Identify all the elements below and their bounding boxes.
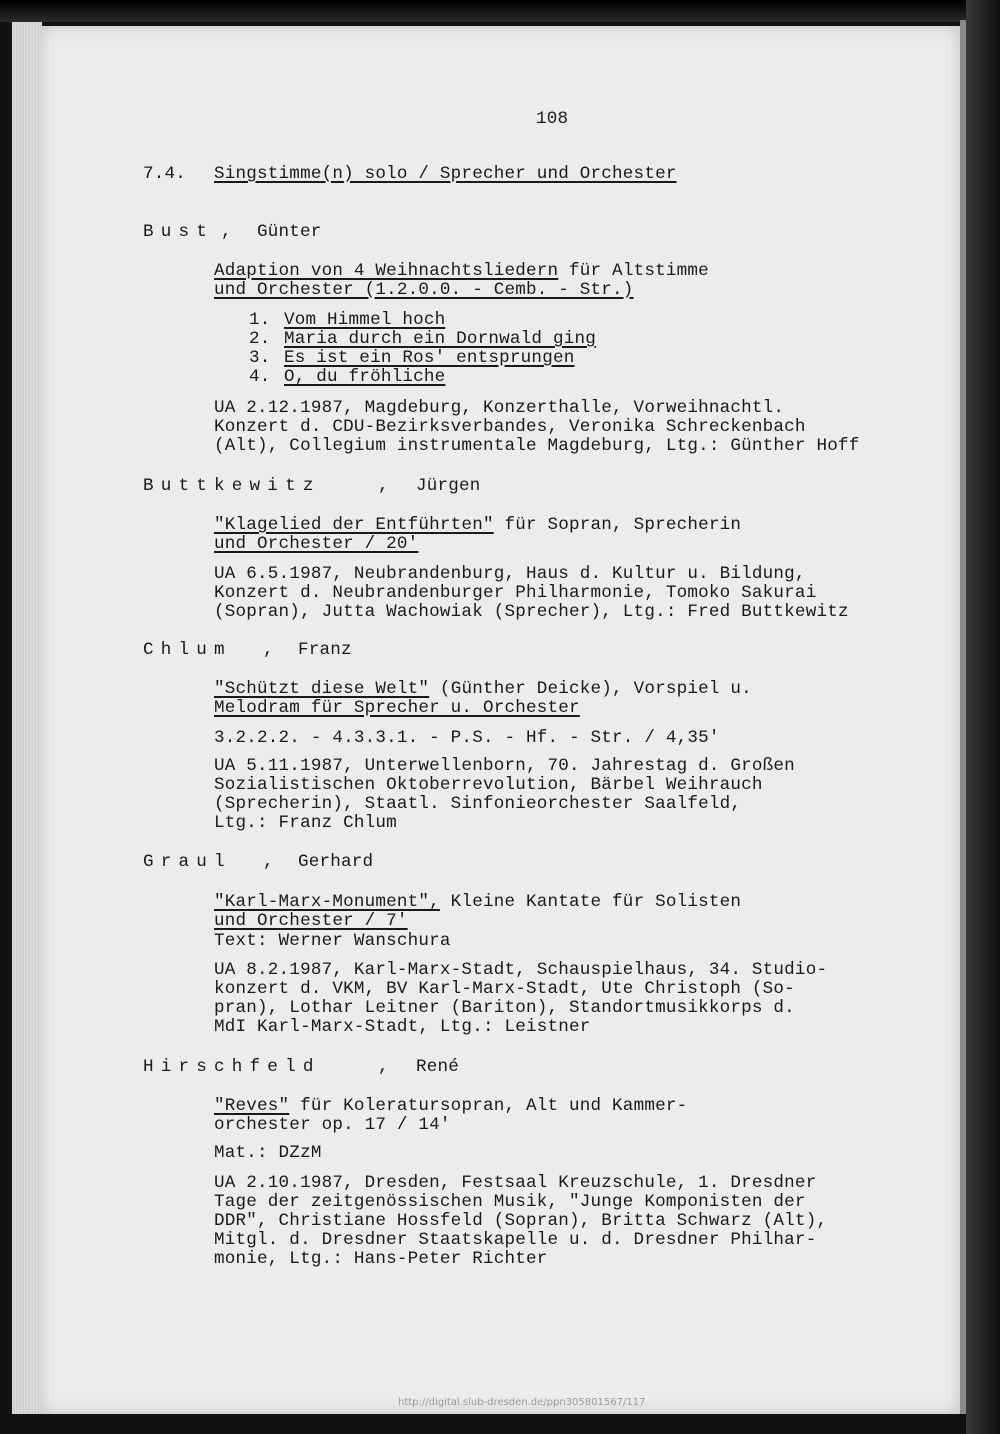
premiere-line: UA 5.11.1987, Unterwellenborn, 70. Jahrestag d. Großen — [214, 756, 795, 776]
premiere-line: (Alt), Collegium instrumentale Magdeburg, Ltg.: Günther Hoff — [214, 436, 860, 456]
movement-number: 2. — [249, 329, 271, 349]
work-line-1 — [214, 516, 741, 535]
scan-top-rim — [0, 0, 1000, 22]
work-instrumentation: Kleine Kantate für Solisten — [439, 892, 742, 912]
composer-given-name: Günter — [257, 222, 322, 242]
work-title: "Karl-Marx-Monument", — [214, 892, 440, 912]
composer-comma: , — [221, 222, 232, 242]
section-number: 7.4. — [143, 164, 187, 184]
composer-surname: Hirschfeld — [143, 1057, 321, 1077]
composer-comma: , — [263, 852, 274, 872]
work-title: "Reves" — [214, 1096, 290, 1116]
premiere-line: UA 2.10.1987, Dresden, Festsaal Kreuzschule, 1. Dresdner — [214, 1173, 817, 1193]
composer-surname: Chlum — [143, 640, 232, 660]
premiere-line: UA 2.12.1987, Magdeburg, Konzerthalle, Vorweihnachtl. — [214, 398, 785, 418]
composer-surname: Buttkewitz — [143, 476, 321, 496]
work-instrumentation: (Günther Deicke), Vorspiel u. — [429, 679, 752, 699]
scoring-line: 3.2.2.2. - 4.3.3.1. - P.S. - Hf. - Str. / 4,35' — [214, 728, 720, 748]
digitization-url: http://digital.slub-dresden.de/ppn305801567/117 — [398, 1397, 646, 1408]
premiere-line: Konzert d. CDU-Bezirksverbandes, Veronika Schreckenbach — [214, 417, 806, 437]
movement-title: Es ist ein Ros' entsprungen — [284, 348, 575, 368]
work-line-1 — [214, 262, 709, 281]
movement-title: O, du fröhliche — [284, 367, 446, 387]
composer-comma: , — [263, 640, 274, 660]
text-author-line: Text: Werner Wanschura — [214, 931, 451, 951]
work-line-2: und Orchester / 20' — [214, 534, 419, 554]
premiere-line: UA 8.2.1987, Karl-Marx-Stadt, Schauspielhaus, 34. Studio- — [214, 960, 828, 980]
composer-given-name: Jürgen — [416, 476, 481, 496]
movement-title: Maria durch ein Dornwald ging — [284, 329, 596, 349]
work-line-2: orchester op. 17 / 14' — [214, 1115, 451, 1135]
composer-given-name: Franz — [298, 640, 352, 660]
premiere-line: Mitgl. d. Dresdner Staatskapelle u. d. Dresdner Philhar- — [214, 1230, 817, 1250]
book-page-edges — [12, 22, 42, 1414]
premiere-line: (Sprecherin), Staatl. Sinfonieorchester Saalfeld, — [214, 794, 742, 814]
premiere-line: Sozialistischen Oktoberrevolution, Bärbel Weihrauch — [214, 775, 763, 795]
premiere-line: DDR", Christiane Hossfeld (Sopran), Britta Schwarz (Alt), — [214, 1211, 828, 1231]
composer-given-name: René — [416, 1057, 460, 1077]
work-instrumentation: für Koleratursopran, Alt und Kammer- — [289, 1096, 688, 1116]
work-line-2: und Orchester (1.2.0.0. - Cemb. - Str.) — [214, 280, 634, 300]
premiere-line: Ltg.: Franz Chlum — [214, 813, 397, 833]
movement-number: 1. — [249, 310, 271, 330]
composer-surname: Bust — [143, 222, 215, 242]
work-title: "Schützt diese Welt" — [214, 679, 430, 699]
page-number: 108 — [536, 109, 569, 129]
work-line-2: Melodram für Sprecher u. Orchester — [214, 698, 580, 718]
premiere-line: (Sopran), Jutta Wachowiak (Sprecher), Ltg.: Fred Buttkewitz — [214, 602, 849, 622]
work-instrumentation: für Sopran, Sprecherin — [493, 515, 742, 535]
work-instrumentation: für Altstimme — [558, 261, 709, 281]
premiere-line: monie, Ltg.: Hans-Peter Richter — [214, 1249, 548, 1269]
work-title: Adaption von 4 Weihnachtsliedern — [214, 261, 559, 281]
composer-surname: Graul — [143, 852, 232, 872]
premiere-line: MdI Karl-Marx-Stadt, Ltg.: Leistner — [214, 1017, 591, 1037]
movement-title: Vom Himmel hoch — [284, 310, 446, 330]
section-title: Singstimme(n) solo / Sprecher und Orchester — [214, 164, 677, 184]
premiere-line: pran), Lothar Leitner (Bariton), Standortmusikkorps d. — [214, 998, 795, 1018]
premiere-line: konzert d. VKM, BV Karl-Marx-Stadt, Ute Christoph (So- — [214, 979, 795, 999]
movement-number: 3. — [249, 348, 271, 368]
material-line: Mat.: DZzM — [214, 1143, 322, 1163]
work-line-1 — [214, 680, 752, 699]
work-title: "Klagelied der Entführten" — [214, 515, 494, 535]
composer-comma: , — [378, 476, 389, 496]
composer-comma: , — [378, 1057, 389, 1077]
composer-given-name: Gerhard — [298, 852, 374, 872]
premiere-line: Konzert d. Neubrandenburger Philharmonie, Tomoko Sakurai — [214, 583, 817, 603]
premiere-line: UA 6.5.1987, Neubrandenburg, Haus d. Kultur u. Bildung, — [214, 564, 806, 584]
work-line-1 — [214, 1097, 687, 1116]
work-line-2: und Orchester / 7' — [214, 911, 408, 931]
work-line-1 — [214, 893, 741, 912]
movement-number: 4. — [249, 367, 271, 387]
book-binding — [966, 0, 1000, 1434]
premiere-line: Tage der zeitgenössischen Musik, "Junge Komponisten der — [214, 1192, 806, 1212]
